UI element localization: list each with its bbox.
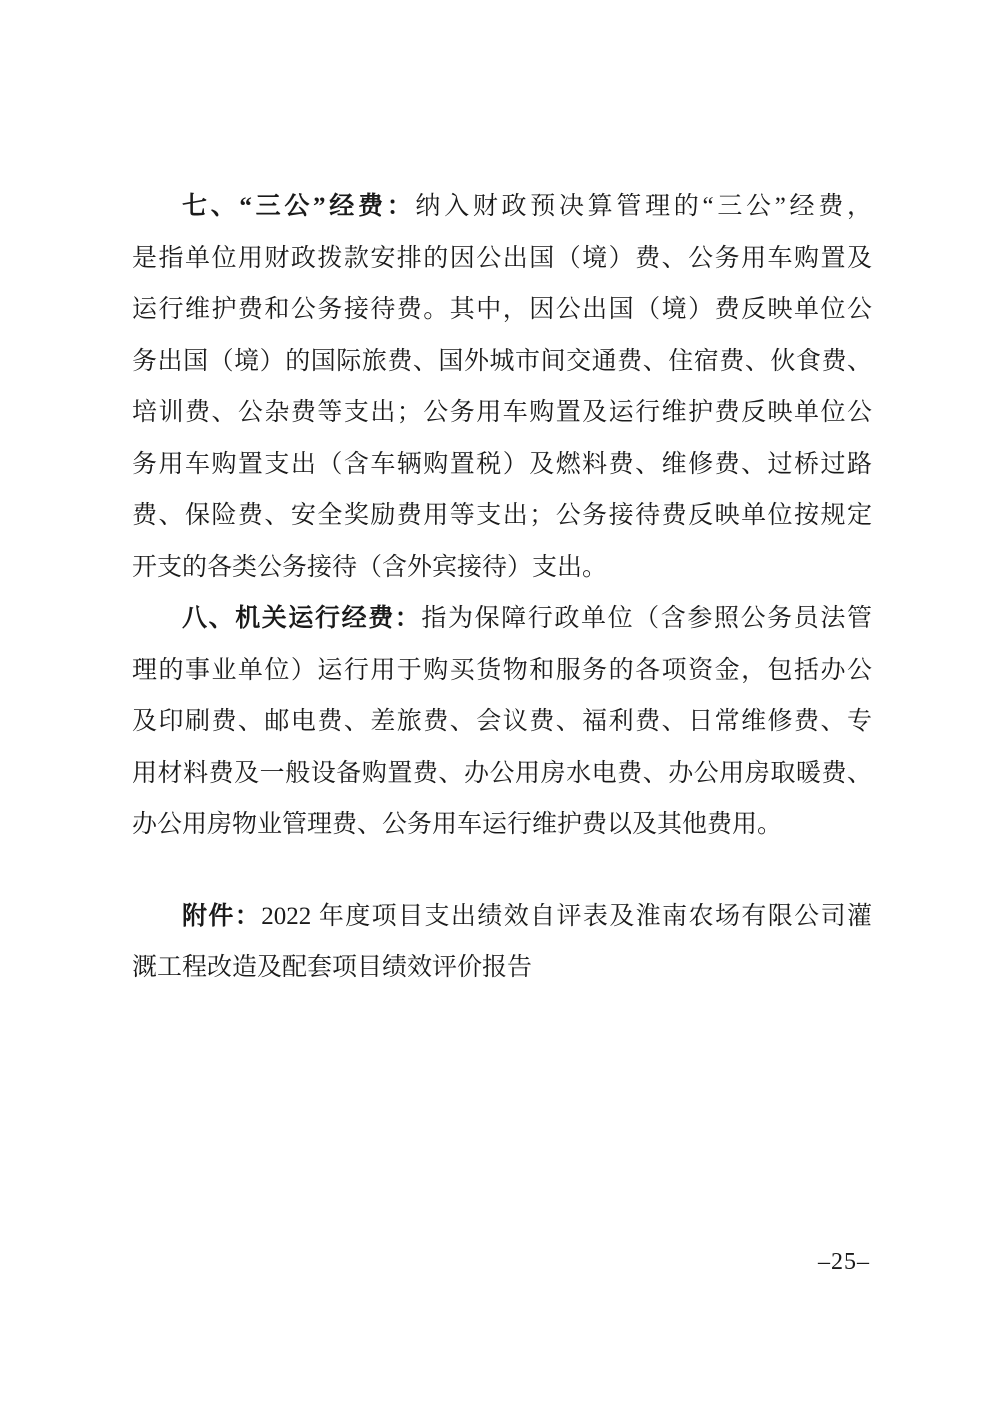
text-run: 纳入财政预决算管理的“三公”经费， [415, 193, 872, 220]
paragraph-sangong-expenses [132, 181, 872, 593]
paragraph-jiguan-expenses [132, 593, 872, 851]
text-line: 及印刷费、邮电费、差旅费、会议费、福利费、日常维修费、专 [132, 708, 872, 735]
text-line: 运行维护费和公务接待费。其中，因公出国（境）费反映单位公 [132, 296, 872, 323]
text-line [132, 891, 872, 943]
paragraph-heading: 七、“三公”经费： [182, 193, 416, 220]
attachment-note [132, 891, 872, 994]
text-line: 用材料费及一般设备购置费、办公用房水电费、办公用房取暖费、 [132, 759, 872, 787]
text-line: 费、保险费、安全奖励费用等支出；公务接待费反映单位按规定 [132, 502, 872, 529]
text-line: 开支的各类公务接待（含外宾接待）支出。 [132, 553, 608, 581]
attachment-label: 附件： [182, 902, 262, 930]
text-line: 溉工程改造及配套项目绩效评价报告 [132, 954, 533, 981]
text-line: 理的事业单位）运行用于购买货物和服务的各项资金，包括办公 [132, 656, 872, 684]
text-line: 务出国（境）的国际旅费、国外城市间交通费、住宿费、伙食费、 [132, 347, 872, 375]
text-line [132, 593, 872, 645]
text-run: 2022 年度项目支出绩效自评表及淮南农场有限公司灌 [261, 902, 872, 930]
text-run: 指为保障行政单位（含参照公务员法管 [421, 605, 872, 632]
text-line: 培训费、公杂费等支出；公务用车购置及运行维护费反映单位公 [132, 399, 872, 426]
text-line: 务用车购置支出（含车辆购置税）及燃料费、维修费、过桥过路 [132, 450, 872, 478]
page-number: –25– [818, 1249, 870, 1275]
paragraph-heading: 八、机关运行经费： [182, 605, 422, 632]
text-line: 是指单位用财政拨款安排的因公出国（境）费、公务用车购置及 [132, 244, 872, 272]
text-line: 办公用房物业管理费、公务用车运行维护费以及其他费用。 [132, 811, 783, 838]
text-line [132, 181, 872, 233]
document-body [132, 181, 872, 994]
